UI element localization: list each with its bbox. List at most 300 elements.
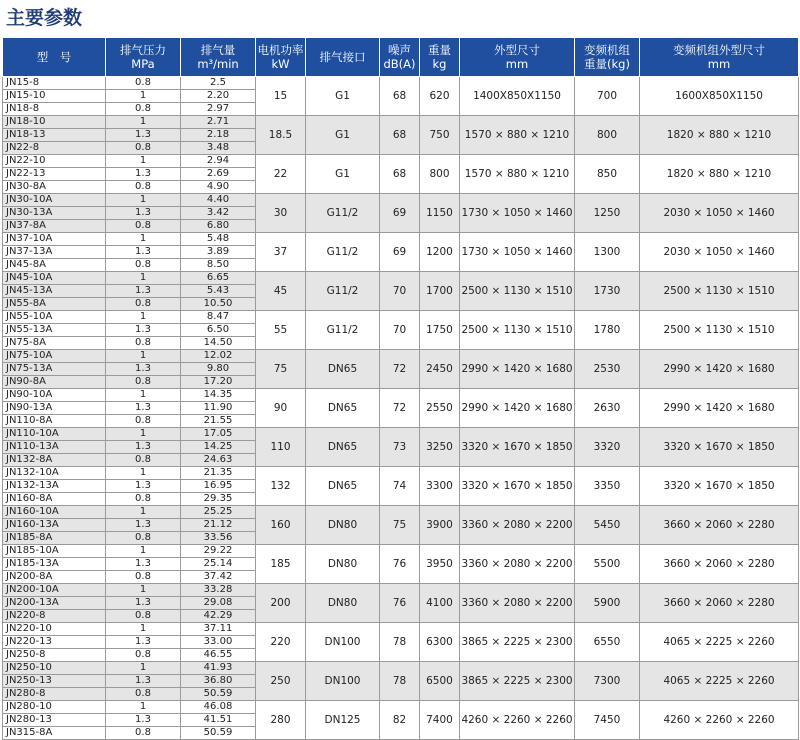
model-cell: JN132-8A: [3, 454, 106, 467]
column-header-model: [3, 38, 106, 77]
flow-cell: 14.25: [181, 441, 256, 454]
pressure-cell: 1: [106, 155, 181, 168]
model-cell: JN75-8A: [3, 337, 106, 350]
weight-cell: 1750: [420, 311, 460, 350]
flow-cell: 8.47: [181, 311, 256, 324]
pressure-cell: 0.8: [106, 610, 181, 623]
spec-table: [2, 37, 799, 740]
model-cell: JN132-13A: [3, 480, 106, 493]
port-cell: G11/2: [306, 194, 380, 233]
pressure-cell: 0.8: [106, 649, 181, 662]
vfd-weight-cell: 1300: [575, 233, 640, 272]
weight-cell: 3900: [420, 506, 460, 545]
pressure-cell: 1: [106, 116, 181, 129]
weight-cell: 1200: [420, 233, 460, 272]
column-header-unit: kg: [432, 57, 447, 71]
flow-cell: 21.12: [181, 519, 256, 532]
pressure-cell: 1: [106, 623, 181, 636]
dimensions-cell: 1730 × 1050 × 1460: [460, 194, 575, 233]
pressure-cell: 1.3: [106, 168, 181, 181]
flow-cell: 3.42: [181, 207, 256, 220]
noise-cell: 69: [380, 194, 420, 233]
weight-cell: 3300: [420, 467, 460, 506]
weight-cell: 620: [420, 77, 460, 116]
weight-cell: 7400: [420, 701, 460, 740]
noise-cell: 76: [380, 584, 420, 623]
pressure-cell: 1: [106, 90, 181, 103]
model-cell: JN22-10: [3, 155, 106, 168]
vfd-weight-cell: 3320: [575, 428, 640, 467]
model-cell: JN160-10A: [3, 506, 106, 519]
model-cell: JN55-8A: [3, 298, 106, 311]
vfd-dimensions-cell: 4065 × 2225 × 2260: [640, 623, 799, 662]
column-header-label: 排气量: [200, 43, 236, 57]
model-cell: JN18-8: [3, 103, 106, 116]
power-cell: 15: [256, 77, 306, 116]
vfd-dimensions-cell: 2500 × 1130 × 1510: [640, 311, 799, 350]
vfd-dimensions-cell: 2030 × 1050 × 1460: [640, 233, 799, 272]
pressure-cell: 0.8: [106, 493, 181, 506]
model-cell: JN37-8A: [3, 220, 106, 233]
vfd-dimensions-cell: 1820 × 880 × 1210: [640, 155, 799, 194]
dimensions-cell: 4260 × 2260 × 2260: [460, 701, 575, 740]
column-header-label: 排气压力: [120, 43, 166, 57]
model-cell: JN22-13: [3, 168, 106, 181]
vfd-weight-cell: 800: [575, 116, 640, 155]
port-cell: DN80: [306, 506, 380, 545]
model-cell: JN90-10A: [3, 389, 106, 402]
dimensions-cell: 3360 × 2080 × 2200: [460, 545, 575, 584]
table-row: [3, 506, 799, 519]
model-cell: JN110-13A: [3, 441, 106, 454]
pressure-cell: 0.8: [106, 727, 181, 740]
flow-cell: 5.43: [181, 285, 256, 298]
dimensions-cell: 1400X850X1150: [460, 77, 575, 116]
noise-cell: 72: [380, 389, 420, 428]
table-row: [3, 233, 799, 246]
column-header-noise: [380, 38, 420, 77]
flow-cell: 14.50: [181, 337, 256, 350]
model-cell: JN22-8: [3, 142, 106, 155]
flow-cell: 29.08: [181, 597, 256, 610]
noise-cell: 78: [380, 623, 420, 662]
pressure-cell: 1: [106, 311, 181, 324]
column-header-unit: mm: [707, 57, 731, 71]
column-header-label: 重量: [428, 43, 451, 57]
pressure-cell: 0.8: [106, 415, 181, 428]
table-row: [3, 467, 799, 480]
table-row: [3, 662, 799, 675]
pressure-cell: 1.3: [106, 441, 181, 454]
port-cell: G11/2: [306, 233, 380, 272]
model-cell: JN220-13: [3, 636, 106, 649]
pressure-cell: 0.8: [106, 103, 181, 116]
table-row: [3, 194, 799, 207]
model-cell: JN280-8: [3, 688, 106, 701]
column-header-unit: mm: [505, 57, 529, 71]
port-cell: DN100: [306, 623, 380, 662]
noise-cell: 73: [380, 428, 420, 467]
power-cell: 110: [256, 428, 306, 467]
vfd-weight-cell: 2630: [575, 389, 640, 428]
column-header-label: 电机功率: [257, 43, 304, 57]
vfd-dimensions-cell: 2990 × 1420 × 1680: [640, 350, 799, 389]
pressure-cell: 1.3: [106, 519, 181, 532]
column-header-label: 噪声: [388, 43, 411, 57]
model-cell: JN18-10: [3, 116, 106, 129]
noise-cell: 75: [380, 506, 420, 545]
flow-cell: 2.20: [181, 90, 256, 103]
pressure-cell: 1.3: [106, 285, 181, 298]
flow-cell: 46.08: [181, 701, 256, 714]
flow-cell: 6.80: [181, 220, 256, 233]
model-cell: JN185-10A: [3, 545, 106, 558]
port-cell: G11/2: [306, 272, 380, 311]
model-cell: JN280-13: [3, 714, 106, 727]
pressure-cell: 1: [106, 701, 181, 714]
column-header-label: 型 号: [36, 50, 72, 64]
table-body: [3, 77, 799, 740]
vfd-dimensions-cell: 3660 × 2060 × 2280: [640, 506, 799, 545]
pressure-cell: 1.3: [106, 129, 181, 142]
flow-cell: 4.90: [181, 181, 256, 194]
noise-cell: 70: [380, 311, 420, 350]
power-cell: 22: [256, 155, 306, 194]
model-cell: JN280-10: [3, 701, 106, 714]
table-row: [3, 428, 799, 441]
page-title: 主要参数: [6, 7, 83, 29]
flow-cell: 21.55: [181, 415, 256, 428]
pressure-cell: 1.3: [106, 558, 181, 571]
model-cell: JN55-10A: [3, 311, 106, 324]
power-cell: 220: [256, 623, 306, 662]
vfd-weight-cell: 1780: [575, 311, 640, 350]
flow-cell: 36.80: [181, 675, 256, 688]
flow-cell: 17.05: [181, 428, 256, 441]
port-cell: DN65: [306, 350, 380, 389]
model-cell: JN220-8: [3, 610, 106, 623]
dimensions-cell: 3865 × 2225 × 2300: [460, 623, 575, 662]
pressure-cell: 1.3: [106, 597, 181, 610]
flow-cell: 6.50: [181, 324, 256, 337]
flow-cell: 8.50: [181, 259, 256, 272]
vfd-dimensions-cell: 1820 × 880 × 1210: [640, 116, 799, 155]
pressure-cell: 0.8: [106, 376, 181, 389]
flow-cell: 41.93: [181, 662, 256, 675]
pressure-cell: 1.3: [106, 714, 181, 727]
pressure-cell: 0.8: [106, 259, 181, 272]
model-cell: JN37-10A: [3, 233, 106, 246]
flow-cell: 2.71: [181, 116, 256, 129]
weight-cell: 2450: [420, 350, 460, 389]
column-header-label: 变频机组外型尺寸: [673, 43, 765, 57]
port-cell: DN65: [306, 389, 380, 428]
model-cell: JN90-13A: [3, 402, 106, 415]
vfd-dimensions-cell: 2990 × 1420 × 1680: [640, 389, 799, 428]
flow-cell: 25.25: [181, 506, 256, 519]
flow-cell: 4.40: [181, 194, 256, 207]
vfd-weight-cell: 7450: [575, 701, 640, 740]
noise-cell: 70: [380, 272, 420, 311]
flow-cell: 33.56: [181, 532, 256, 545]
vfd-dimensions-cell: 2500 × 1130 × 1510: [640, 272, 799, 311]
flow-cell: 33.00: [181, 636, 256, 649]
noise-cell: 76: [380, 545, 420, 584]
dimensions-cell: 2990 × 1420 × 1680: [460, 350, 575, 389]
dimensions-cell: 2500 × 1130 × 1510: [460, 272, 575, 311]
model-cell: JN45-13A: [3, 285, 106, 298]
power-cell: 37: [256, 233, 306, 272]
pressure-cell: 0.8: [106, 454, 181, 467]
vfd-weight-cell: 7300: [575, 662, 640, 701]
flow-cell: 29.35: [181, 493, 256, 506]
dimensions-cell: 3320 × 1670 × 1850: [460, 428, 575, 467]
flow-cell: 3.48: [181, 142, 256, 155]
port-cell: G1: [306, 116, 380, 155]
power-cell: 55: [256, 311, 306, 350]
vfd-weight-cell: 5900: [575, 584, 640, 623]
dimensions-cell: 3320 × 1670 × 1850: [460, 467, 575, 506]
flow-cell: 2.18: [181, 129, 256, 142]
noise-cell: 82: [380, 701, 420, 740]
noise-cell: 68: [380, 116, 420, 155]
weight-cell: 750: [420, 116, 460, 155]
weight-cell: 6500: [420, 662, 460, 701]
model-cell: JN15-10: [3, 90, 106, 103]
dimensions-cell: 1570 × 880 × 1210: [460, 116, 575, 155]
vfd-weight-cell: 850: [575, 155, 640, 194]
table-row: [3, 116, 799, 129]
table-row: [3, 350, 799, 363]
column-header-flow: [181, 38, 256, 77]
table-row: [3, 584, 799, 597]
vfd-weight-cell: 6550: [575, 623, 640, 662]
power-cell: 280: [256, 701, 306, 740]
model-cell: JN30-13A: [3, 207, 106, 220]
column-header-weight: [420, 38, 460, 77]
flow-cell: 10.50: [181, 298, 256, 311]
dimensions-cell: 1730 × 1050 × 1460: [460, 233, 575, 272]
weight-cell: 1700: [420, 272, 460, 311]
flow-cell: 41.51: [181, 714, 256, 727]
table-row: [3, 272, 799, 285]
model-cell: JN200-10A: [3, 584, 106, 597]
weight-cell: 1150: [420, 194, 460, 233]
flow-cell: 6.65: [181, 272, 256, 285]
flow-cell: 25.14: [181, 558, 256, 571]
weight-cell: 3950: [420, 545, 460, 584]
pressure-cell: 1.3: [106, 675, 181, 688]
vfd-weight-cell: 5500: [575, 545, 640, 584]
model-cell: JN90-8A: [3, 376, 106, 389]
port-cell: G1: [306, 77, 380, 116]
port-cell: DN80: [306, 584, 380, 623]
pressure-cell: 0.8: [106, 571, 181, 584]
model-cell: JN315-8A: [3, 727, 106, 740]
noise-cell: 74: [380, 467, 420, 506]
dimensions-cell: 1570 × 880 × 1210: [460, 155, 575, 194]
vfd-dimensions-cell: 2030 × 1050 × 1460: [640, 194, 799, 233]
vfd-dimensions-cell: 3660 × 2060 × 2280: [640, 545, 799, 584]
table-row: [3, 311, 799, 324]
pressure-cell: 1.3: [106, 480, 181, 493]
table-row: [3, 701, 799, 714]
model-cell: JN185-13A: [3, 558, 106, 571]
flow-cell: 2.5: [181, 77, 256, 90]
vfd-dimensions-cell: 4065 × 2225 × 2260: [640, 662, 799, 701]
weight-cell: 3250: [420, 428, 460, 467]
model-cell: JN250-8: [3, 649, 106, 662]
weight-cell: 800: [420, 155, 460, 194]
noise-cell: 78: [380, 662, 420, 701]
flow-cell: 2.69: [181, 168, 256, 181]
model-cell: JN15-8: [3, 77, 106, 90]
vfd-dimensions-cell: 3660 × 2060 × 2280: [640, 584, 799, 623]
table-row: [3, 389, 799, 402]
pressure-cell: 1.3: [106, 324, 181, 337]
pressure-cell: 1: [106, 233, 181, 246]
port-cell: DN80: [306, 545, 380, 584]
column-header-vfd-weight: [575, 38, 640, 77]
model-cell: JN45-8A: [3, 259, 106, 272]
vfd-weight-cell: 3350: [575, 467, 640, 506]
column-header-label: 外型尺寸: [494, 43, 540, 57]
vfd-dimensions-cell: 1600X850X1150: [640, 77, 799, 116]
power-cell: 185: [256, 545, 306, 584]
flow-cell: 2.97: [181, 103, 256, 116]
flow-cell: 46.55: [181, 649, 256, 662]
pressure-cell: 1: [106, 389, 181, 402]
flow-cell: 33.28: [181, 584, 256, 597]
model-cell: JN200-8A: [3, 571, 106, 584]
model-cell: JN30-10A: [3, 194, 106, 207]
pressure-cell: 0.8: [106, 77, 181, 90]
port-cell: DN125: [306, 701, 380, 740]
pressure-cell: 0.8: [106, 532, 181, 545]
port-cell: DN65: [306, 428, 380, 467]
model-cell: JN220-10: [3, 623, 106, 636]
flow-cell: 24.63: [181, 454, 256, 467]
power-cell: 160: [256, 506, 306, 545]
flow-cell: 50.59: [181, 688, 256, 701]
column-header-unit: MPa: [131, 57, 155, 71]
noise-cell: 72: [380, 350, 420, 389]
column-header-label: 排气接口: [319, 50, 366, 64]
model-cell: JN200-13A: [3, 597, 106, 610]
model-cell: JN37-13A: [3, 246, 106, 259]
pressure-cell: 0.8: [106, 298, 181, 311]
vfd-dimensions-cell: 3320 × 1670 × 1850: [640, 428, 799, 467]
vfd-dimensions-cell: 3320 × 1670 × 1850: [640, 467, 799, 506]
pressure-cell: 1: [106, 662, 181, 675]
pressure-cell: 0.8: [106, 220, 181, 233]
pressure-cell: 1.3: [106, 246, 181, 259]
power-cell: 30: [256, 194, 306, 233]
model-cell: JN75-13A: [3, 363, 106, 376]
flow-cell: 37.42: [181, 571, 256, 584]
model-cell: JN55-13A: [3, 324, 106, 337]
model-cell: JN30-8A: [3, 181, 106, 194]
pressure-cell: 1.3: [106, 207, 181, 220]
port-cell: G1: [306, 155, 380, 194]
flow-cell: 16.95: [181, 480, 256, 493]
table-header-row: [3, 38, 799, 77]
model-cell: JN110-8A: [3, 415, 106, 428]
noise-cell: 69: [380, 233, 420, 272]
pressure-cell: 1.3: [106, 363, 181, 376]
vfd-weight-cell: 1250: [575, 194, 640, 233]
column-header-port: [306, 38, 380, 77]
model-cell: JN250-10: [3, 662, 106, 675]
model-cell: JN75-10A: [3, 350, 106, 363]
dimensions-cell: 2990 × 1420 × 1680: [460, 389, 575, 428]
dimensions-cell: 3865 × 2225 × 2300: [460, 662, 575, 701]
flow-cell: 2.94: [181, 155, 256, 168]
power-cell: 200: [256, 584, 306, 623]
model-cell: JN185-8A: [3, 532, 106, 545]
port-cell: DN100: [306, 662, 380, 701]
pressure-cell: 1: [106, 545, 181, 558]
flow-cell: 3.89: [181, 246, 256, 259]
pressure-cell: 0.8: [106, 337, 181, 350]
column-header-unit: m³/min: [197, 57, 239, 71]
dimensions-cell: 3360 × 2080 × 2200: [460, 506, 575, 545]
model-cell: JN250-13: [3, 675, 106, 688]
dimensions-cell: 3360 × 2080 × 2200: [460, 584, 575, 623]
table-row: [3, 155, 799, 168]
table-row: [3, 545, 799, 558]
column-header-vfd-dimensions: [640, 38, 799, 77]
port-cell: DN65: [306, 467, 380, 506]
flow-cell: 50.59: [181, 727, 256, 740]
pressure-cell: 0.8: [106, 688, 181, 701]
vfd-weight-cell: 1730: [575, 272, 640, 311]
model-cell: JN45-10A: [3, 272, 106, 285]
power-cell: 250: [256, 662, 306, 701]
table-row: [3, 77, 799, 90]
vfd-dimensions-cell: 4260 × 2260 × 2260: [640, 701, 799, 740]
flow-cell: 37.11: [181, 623, 256, 636]
pressure-cell: 1: [106, 506, 181, 519]
flow-cell: 14.35: [181, 389, 256, 402]
flow-cell: 21.35: [181, 467, 256, 480]
column-header-pressure: [106, 38, 181, 77]
power-cell: 18.5: [256, 116, 306, 155]
column-header-unit: 重量(kg): [584, 57, 630, 71]
weight-cell: 6300: [420, 623, 460, 662]
pressure-cell: 1.3: [106, 636, 181, 649]
pressure-cell: 0.8: [106, 181, 181, 194]
noise-cell: 68: [380, 155, 420, 194]
pressure-cell: 1: [106, 350, 181, 363]
pressure-cell: 1: [106, 584, 181, 597]
model-cell: JN160-8A: [3, 493, 106, 506]
power-cell: 132: [256, 467, 306, 506]
vfd-weight-cell: 5450: [575, 506, 640, 545]
flow-cell: 17.20: [181, 376, 256, 389]
column-header-dimensions: [460, 38, 575, 77]
flow-cell: 12.02: [181, 350, 256, 363]
flow-cell: 29.22: [181, 545, 256, 558]
model-cell: JN110-10A: [3, 428, 106, 441]
power-cell: 90: [256, 389, 306, 428]
flow-cell: 42.29: [181, 610, 256, 623]
vfd-weight-cell: 700: [575, 77, 640, 116]
column-header-unit: kW: [271, 57, 290, 71]
flow-cell: 9.80: [181, 363, 256, 376]
dimensions-cell: 2500 × 1130 × 1510: [460, 311, 575, 350]
model-cell: JN18-13: [3, 129, 106, 142]
